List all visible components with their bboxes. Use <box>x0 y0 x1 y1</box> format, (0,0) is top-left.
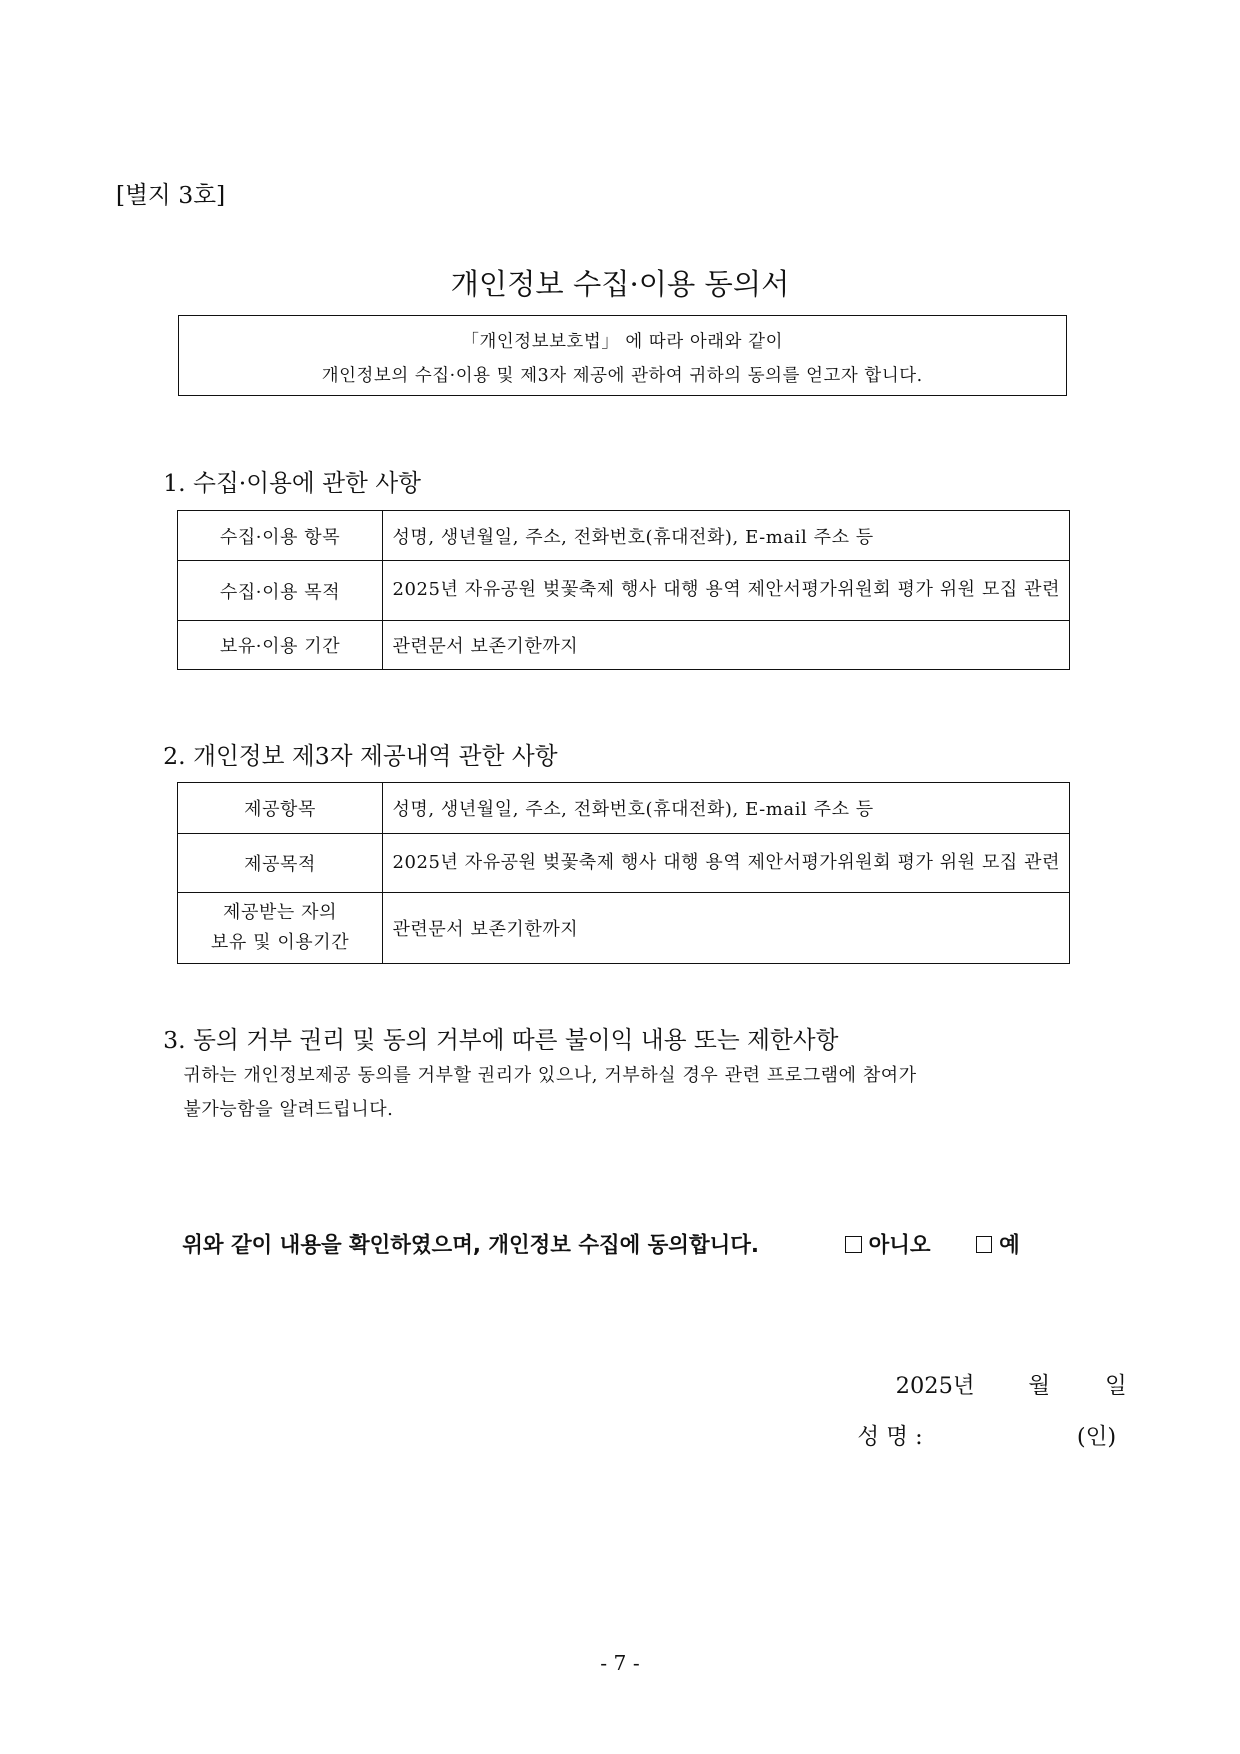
notice-line-2: 개인정보의 수집·이용 및 제3자 제공에 관하여 귀하의 동의를 얻고자 합니다. <box>321 366 923 387</box>
table-row <box>177 561 1069 621</box>
collection-use-table <box>177 510 1070 671</box>
row-label: 보유·이용 기간 <box>177 620 383 670</box>
section3-heading: 3. 동의 거부 권리 및 동의 거부에 따른 불이익 내용 또는 제한사항 <box>163 1025 839 1054</box>
row-label-line-2: 보유 및 이용기간 <box>210 932 350 954</box>
checkbox-yes[interactable] <box>976 1236 993 1253</box>
row-value: 관련문서 보존기한까지 <box>383 620 1070 670</box>
row-value: 성명, 생년월일, 주소, 전화번호(휴대전화), E-mail 주소 등 <box>383 510 1070 561</box>
row-value-text: 2025년 자유공원 벚꽃축제 행사 대행 용역 제안서평가위원회 평가 위원 모집 관련 <box>392 851 1061 873</box>
row-label: 수집·이용 목적 <box>177 561 383 621</box>
checkbox-no[interactable] <box>845 1236 862 1253</box>
table-row <box>177 833 1069 893</box>
document-title: 개인정보 수집·이용 동의서 <box>450 267 790 302</box>
row-label: 제공항목 <box>177 783 383 834</box>
third-party-table <box>177 782 1070 964</box>
date-month: 월 <box>1028 1373 1051 1400</box>
row-value: 관련문서 보존기한까지 <box>383 893 1070 964</box>
section3-text-line-1: 귀하는 개인정보제공 동의를 거부할 권리가 있으나, 거부하실 경우 관련 프로그램에 참여가 <box>183 1065 917 1087</box>
row-value-text: 2025년 자유공원 벚꽃축제 행사 대행 용역 제안서평가위원회 평가 위원 모집 관련 <box>392 579 1061 601</box>
consent-option-yes[interactable] <box>976 1228 1020 1259</box>
row-label: 수집·이용 항목 <box>177 510 383 561</box>
date-day: 일 <box>1104 1373 1127 1400</box>
section1-heading: 1. 수집·이용에 관한 사항 <box>163 468 421 497</box>
option-no-label: 아니오 <box>868 1232 931 1258</box>
section2-heading: 2. 개인정보 제3자 제공내역 관한 사항 <box>163 742 558 770</box>
row-label <box>177 893 383 964</box>
table-row <box>177 783 1069 834</box>
signature-seal: (인) <box>1076 1423 1117 1450</box>
signature-name-label: 성 명 : <box>857 1423 923 1450</box>
row-label: 제공목적 <box>177 833 383 893</box>
table-row <box>177 893 1069 964</box>
table-row <box>177 510 1069 561</box>
notice-box <box>178 315 1067 396</box>
attachment-label: [별지 3호] <box>115 180 226 209</box>
consent-statement: 위와 같이 내용을 확인하였으며, 개인정보 수집에 동의합니다. <box>182 1232 759 1258</box>
option-yes-label: 예 <box>999 1232 1020 1258</box>
row-value <box>383 833 1070 893</box>
row-value <box>383 561 1070 621</box>
consent-option-no[interactable] <box>845 1228 931 1259</box>
row-label-line-1: 제공받는 자의 <box>223 901 338 923</box>
page-number: - 7 - <box>600 1650 640 1675</box>
notice-line-1: 「개인정보보호법」 에 따라 아래와 같이 <box>461 332 783 353</box>
row-value: 성명, 생년월일, 주소, 전화번호(휴대전화), E-mail 주소 등 <box>383 783 1070 834</box>
section3-text-line-2: 불가능함을 알려드립니다. <box>183 1098 394 1120</box>
table-row <box>177 620 1069 670</box>
date-year: 2025년 <box>895 1373 975 1400</box>
